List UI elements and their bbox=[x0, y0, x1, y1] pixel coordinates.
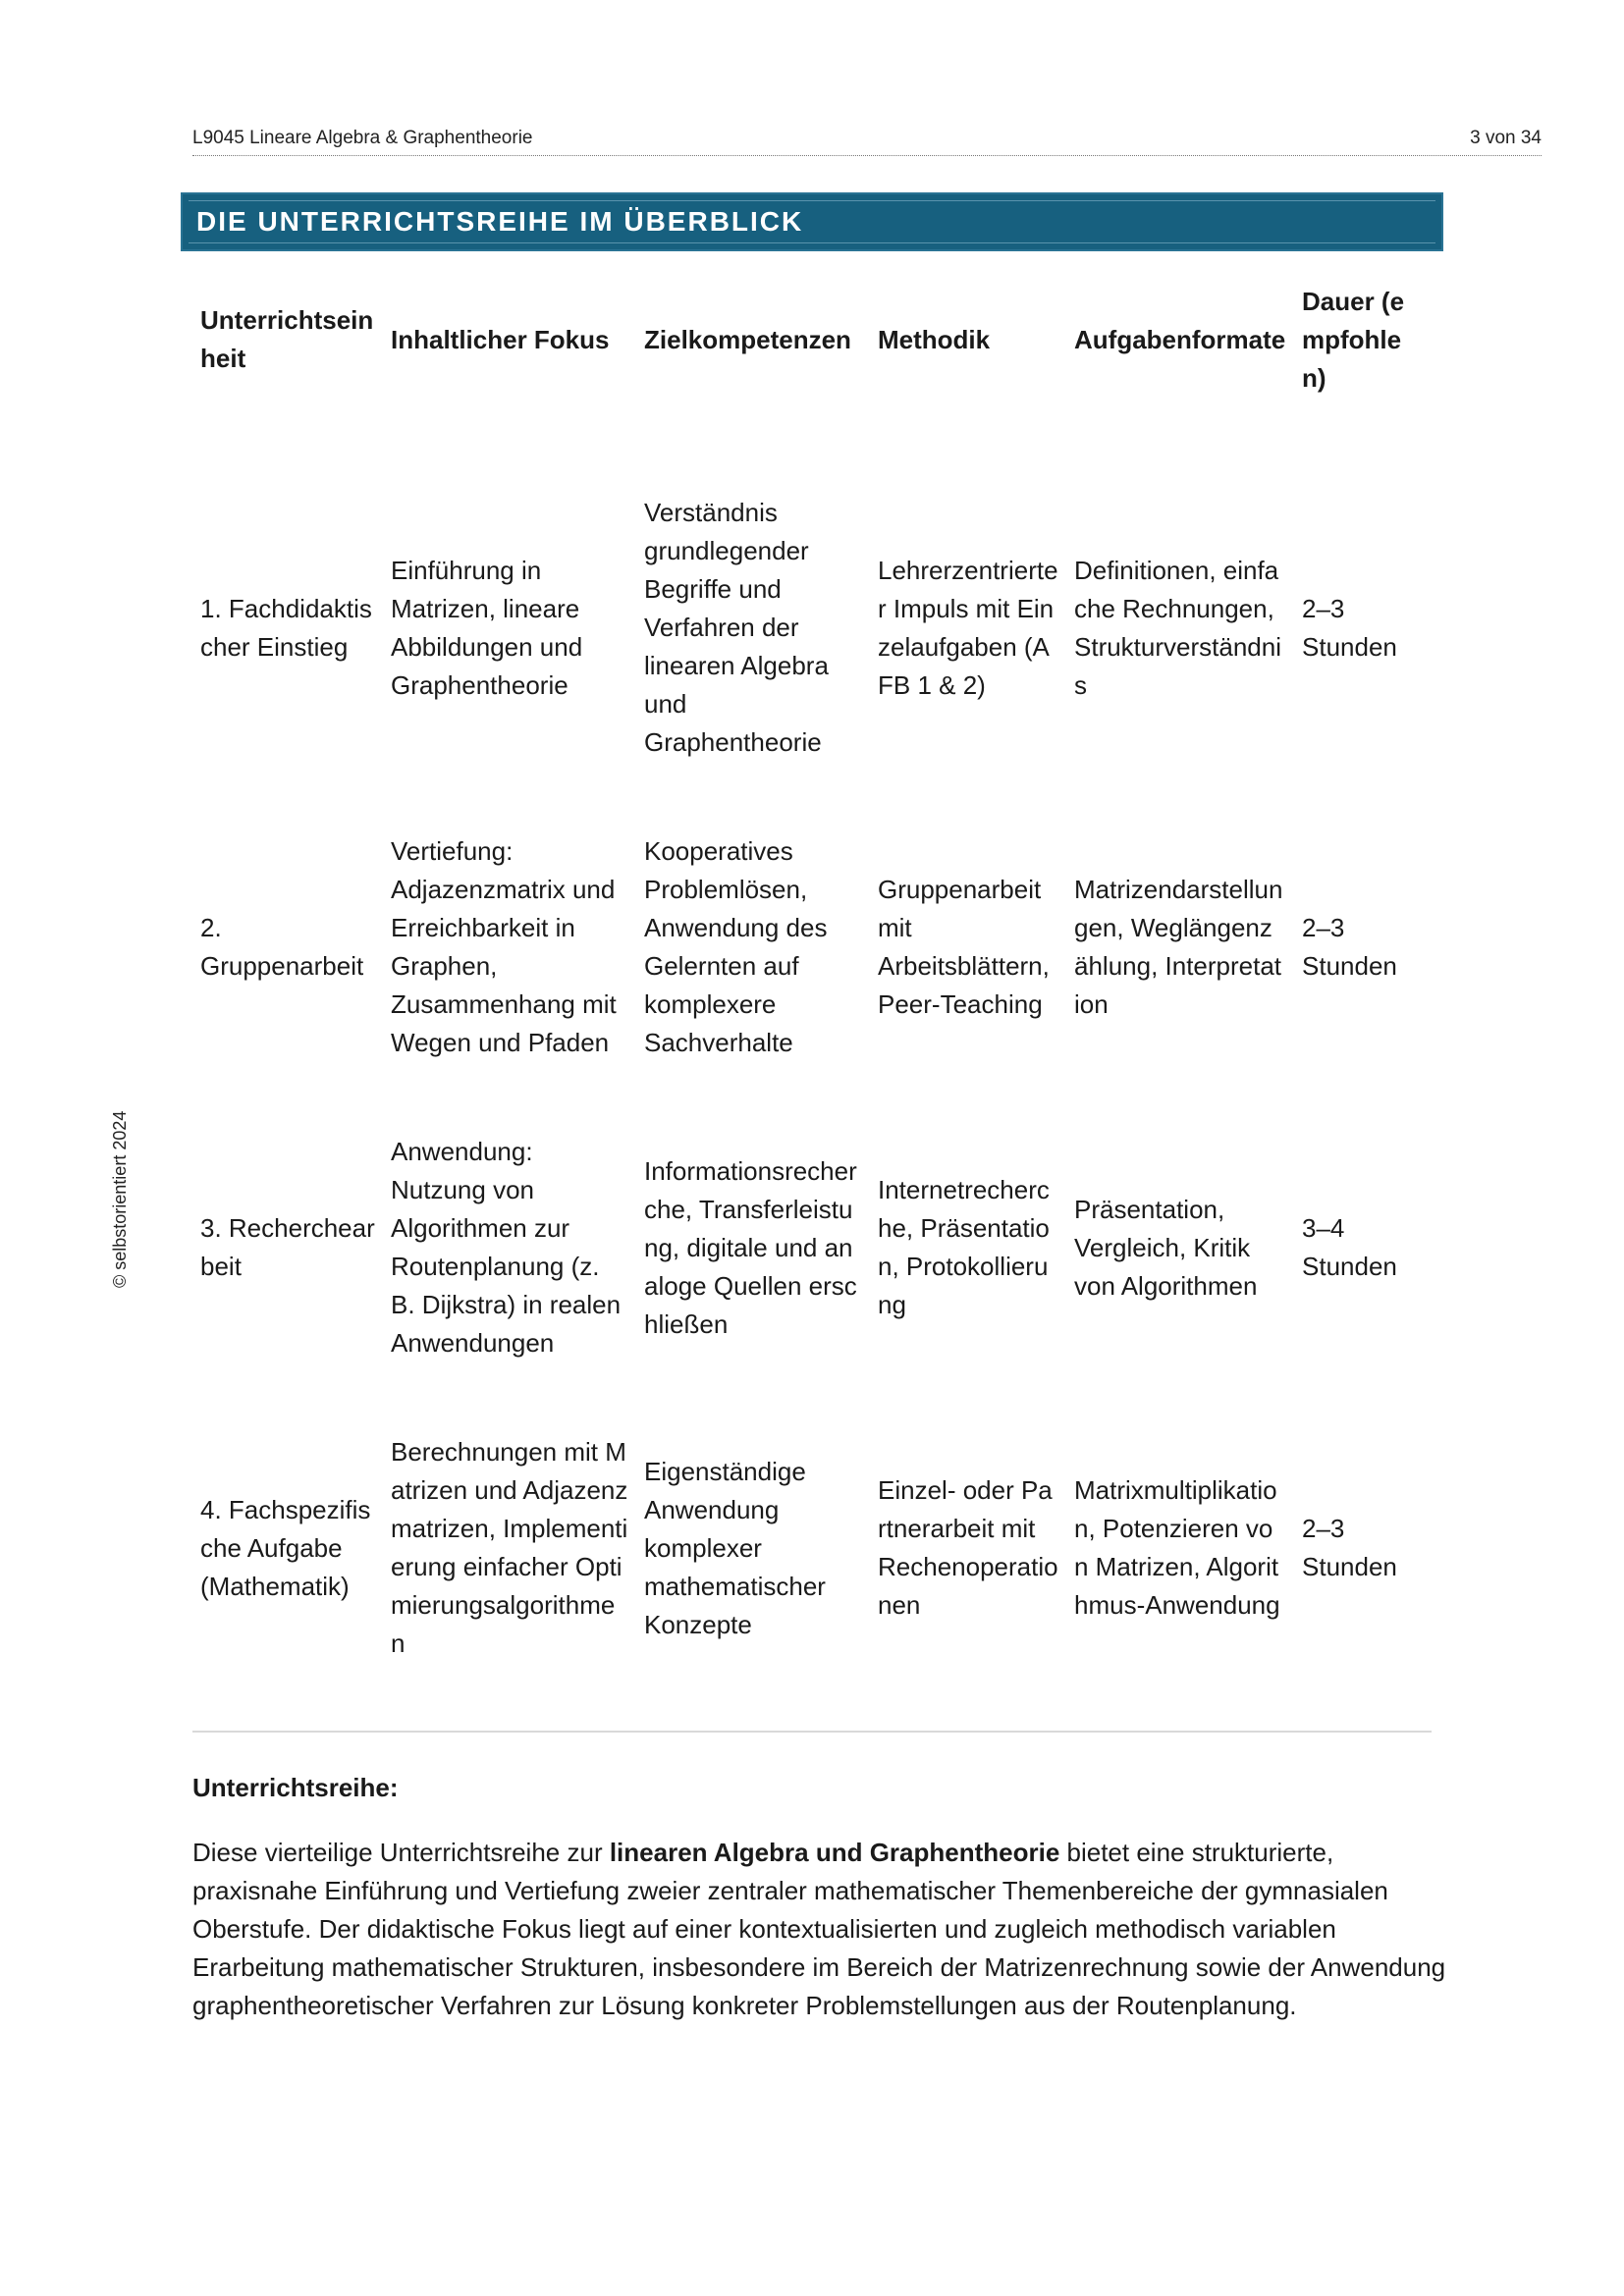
cell-focus: Anwendung: Nutzung von Algorithmen zur Routenplanung (z. B. Dijkstra) in realen Anwendungen bbox=[391, 1137, 622, 1358]
column-header: Unterrichtseinheit bbox=[200, 305, 374, 373]
overview-table bbox=[192, 280, 1428, 1698]
cell-method: Lehrerzentrierter Impuls mit Einzelaufgaben (AFB 1 & 2) bbox=[878, 555, 1058, 700]
cell-formats: Präsentation, Vergleich, Kritik von Algorithmen bbox=[1074, 1194, 1258, 1301]
cell-unit: 4. Fachspezifische Aufgabe (Mathematik) bbox=[200, 1494, 371, 1601]
summary-text-emphasis: linearen Algebra und Graphentheorie bbox=[609, 1838, 1060, 1867]
cell-duration: 2–3 Stunden bbox=[1302, 593, 1397, 662]
cell-method: Internetrecherche, Präsentation, Protokollierung bbox=[878, 1175, 1050, 1319]
cell-duration: 3–4 Stunden bbox=[1302, 1213, 1397, 1281]
table-row bbox=[192, 1398, 1428, 1698]
cell-method: Einzel- oder Partnerarbeit mit Rechenoperationen bbox=[878, 1475, 1058, 1620]
cell-focus: Einführung in Matrizen, lineare Abbildungen und Graphentheorie bbox=[391, 555, 583, 700]
cell-duration: 2–3 Stunden bbox=[1302, 913, 1397, 981]
summary-text-start: Diese vierteilige Unterrichtsreihe zur bbox=[192, 1838, 610, 1867]
cell-duration: 2–3 Stunden bbox=[1302, 1514, 1397, 1581]
summary-text-end: bietet eine strukturierte, praxisnahe Einführung und Vertiefung zweier zentraler mathematischer Themenbereiche der gymnasialen Oberstufe. Der didaktische Fokus liegt auf einer kontextualisierten und zugleich methodisch variablen Erarbeitung mathematischer Strukturen, insbesondere im Bereich der Matrizenrechnung sowie der Anwendung graphentheoretischer Verfahren zur Lösung konkreter Problemstellungen aus der Routenplanung. bbox=[192, 1838, 1446, 2020]
cell-focus: Berechnungen mit Matrizen und Adjazenzmatrizen, Implementierung einfacher Optimierungsalgorithmen bbox=[391, 1437, 628, 1658]
summary-heading: Unterrichtsreihe: bbox=[192, 1773, 399, 1802]
table-row bbox=[192, 1097, 1428, 1398]
column-header: Methodik bbox=[878, 324, 991, 354]
cell-formats: Matrizendarstellungen, Weglängenzählung, Interpretation bbox=[1074, 875, 1283, 1019]
page-number: 3 von 34 bbox=[1470, 128, 1542, 148]
column-header: Dauer (empfohlen) bbox=[1302, 286, 1405, 393]
cell-competencies: Kooperatives Problemlösen, Anwendung des Gelernten auf komplexere Sachverhalte bbox=[644, 836, 828, 1057]
cell-competencies: Verständnis grundlegender Begriffe und Verfahren der linearen Algebra und Graphentheorie bbox=[644, 498, 829, 757]
column-header: Aufgabenformate bbox=[1074, 324, 1286, 354]
cell-competencies: Informationsrecherche, Transferleistung, digitale und analoge Quellen erschließen bbox=[644, 1155, 857, 1339]
cell-unit: 3. Recherchearbeit bbox=[200, 1213, 375, 1281]
summary-paragraph bbox=[192, 1834, 1459, 2025]
table-row bbox=[192, 458, 1428, 797]
document-title: L9045 Lineare Algebra & Graphentheorie bbox=[192, 128, 533, 148]
cell-unit: 2. Gruppenarbeit bbox=[200, 913, 364, 981]
copyright-label: © selbstorientiert 2024 bbox=[110, 1110, 130, 1288]
cell-unit: 1. Fachdidaktischer Einstieg bbox=[200, 593, 372, 662]
section-divider bbox=[192, 1731, 1432, 1733]
cell-formats: Matrixmultiplikation, Potenzieren von Matrizen, Algorithmus-Anwendung bbox=[1074, 1475, 1280, 1620]
cell-competencies: Eigenständige Anwendung komplexer mathematischer Konzepte bbox=[644, 1456, 826, 1639]
table-row bbox=[192, 797, 1428, 1097]
section-title: DIE UNTERRICHTSREIHE IM ÜBERBLICK bbox=[196, 206, 804, 237]
column-header: Inhaltlicher Fokus bbox=[391, 324, 610, 354]
column-header: Zielkompetenzen bbox=[644, 324, 851, 354]
page-header bbox=[192, 128, 1542, 156]
table-header-row bbox=[192, 280, 1428, 458]
cell-formats: Definitionen, einfache Rechnungen, Strukturverständnis bbox=[1074, 555, 1281, 700]
cell-method: Gruppenarbeit mit Arbeitsblättern, Peer-Teaching bbox=[878, 875, 1050, 1019]
section-banner bbox=[181, 192, 1443, 251]
cell-focus: Vertiefung: Adjazenzmatrix und Erreichbarkeit in Graphen, Zusammenhang mit Wegen und Pfaden bbox=[391, 836, 617, 1057]
